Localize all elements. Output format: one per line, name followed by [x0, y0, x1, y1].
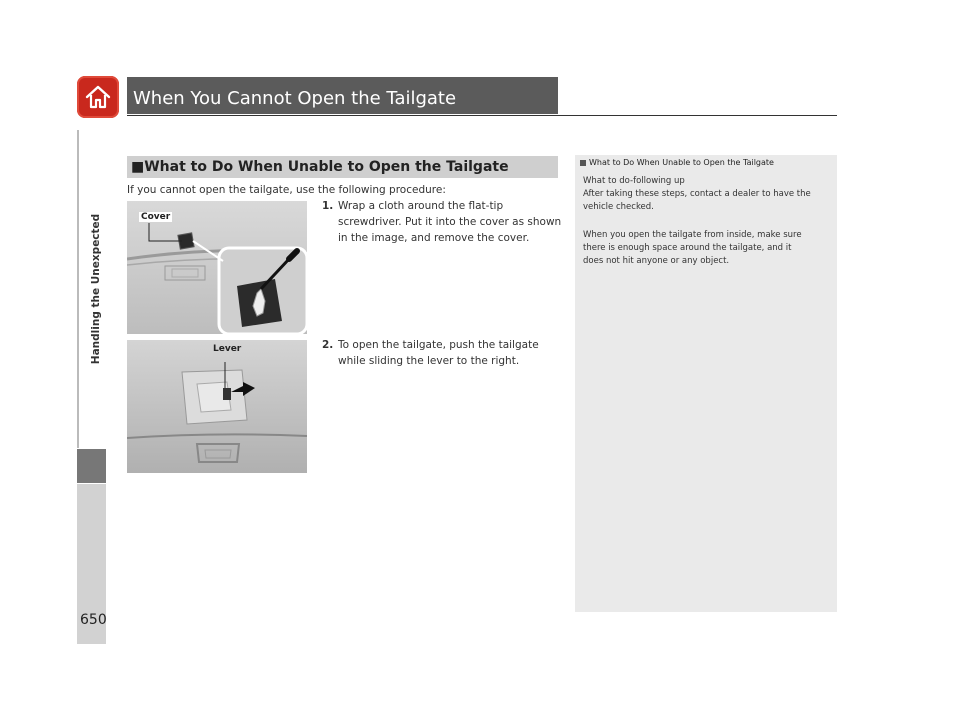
title-divider [127, 115, 837, 116]
note-marker-icon [580, 160, 586, 166]
intro-text: If you cannot open the tailgate, use the following procedure: [127, 184, 446, 196]
lever-illustration [127, 340, 307, 473]
chapter-tab-active[interactable] [77, 449, 106, 483]
step-2-number: 2. [322, 339, 334, 351]
section-title: ■What to Do When Unable to Open the Tailgate [131, 159, 509, 175]
home-icon [84, 83, 112, 111]
note-heading-text: What to Do When Unable to Open the Tailgate [589, 158, 774, 167]
note-heading [580, 158, 774, 167]
step-1-line-1: Wrap a cloth around the flat-tip [338, 200, 504, 212]
step-1-line-2: screwdriver. Put it into the cover as shown [338, 216, 562, 228]
chapter-label [88, 130, 104, 448]
note-para-2-line-1: When you open the tailgate from inside, make sure [583, 230, 802, 240]
cover-label: Cover [141, 212, 171, 222]
note-para-1-line-2: vehicle checked. [583, 202, 654, 212]
page-number: 650 [80, 612, 107, 628]
note-para-1 [583, 188, 833, 214]
note-para-1-line-1: After taking these steps, contact a dealer to have the [583, 189, 811, 199]
step-2 [322, 337, 562, 369]
chapter-text: Handling the Unexpected [90, 213, 102, 365]
note-subheading: What to do-following up [583, 176, 685, 186]
note-panel [575, 155, 837, 612]
lever-label: Lever [213, 344, 242, 354]
sidebar-line [77, 130, 79, 448]
note-para-2-line-3: does not hit anyone or any object. [583, 256, 730, 266]
step-1-line-3: in the image, and remove the cover. [338, 232, 530, 244]
home-button[interactable] [77, 76, 119, 118]
step-2-line-1: To open the tailgate, push the tailgate [338, 339, 539, 351]
step-2-line-2: while sliding the lever to the right. [338, 355, 520, 367]
step-1 [322, 198, 562, 246]
page-title: When You Cannot Open the Tailgate [133, 88, 457, 109]
step-1-number: 1. [322, 200, 334, 212]
note-para-2-line-2: there is enough space around the tailgate, and it [583, 243, 792, 253]
note-para-2 [583, 229, 833, 268]
